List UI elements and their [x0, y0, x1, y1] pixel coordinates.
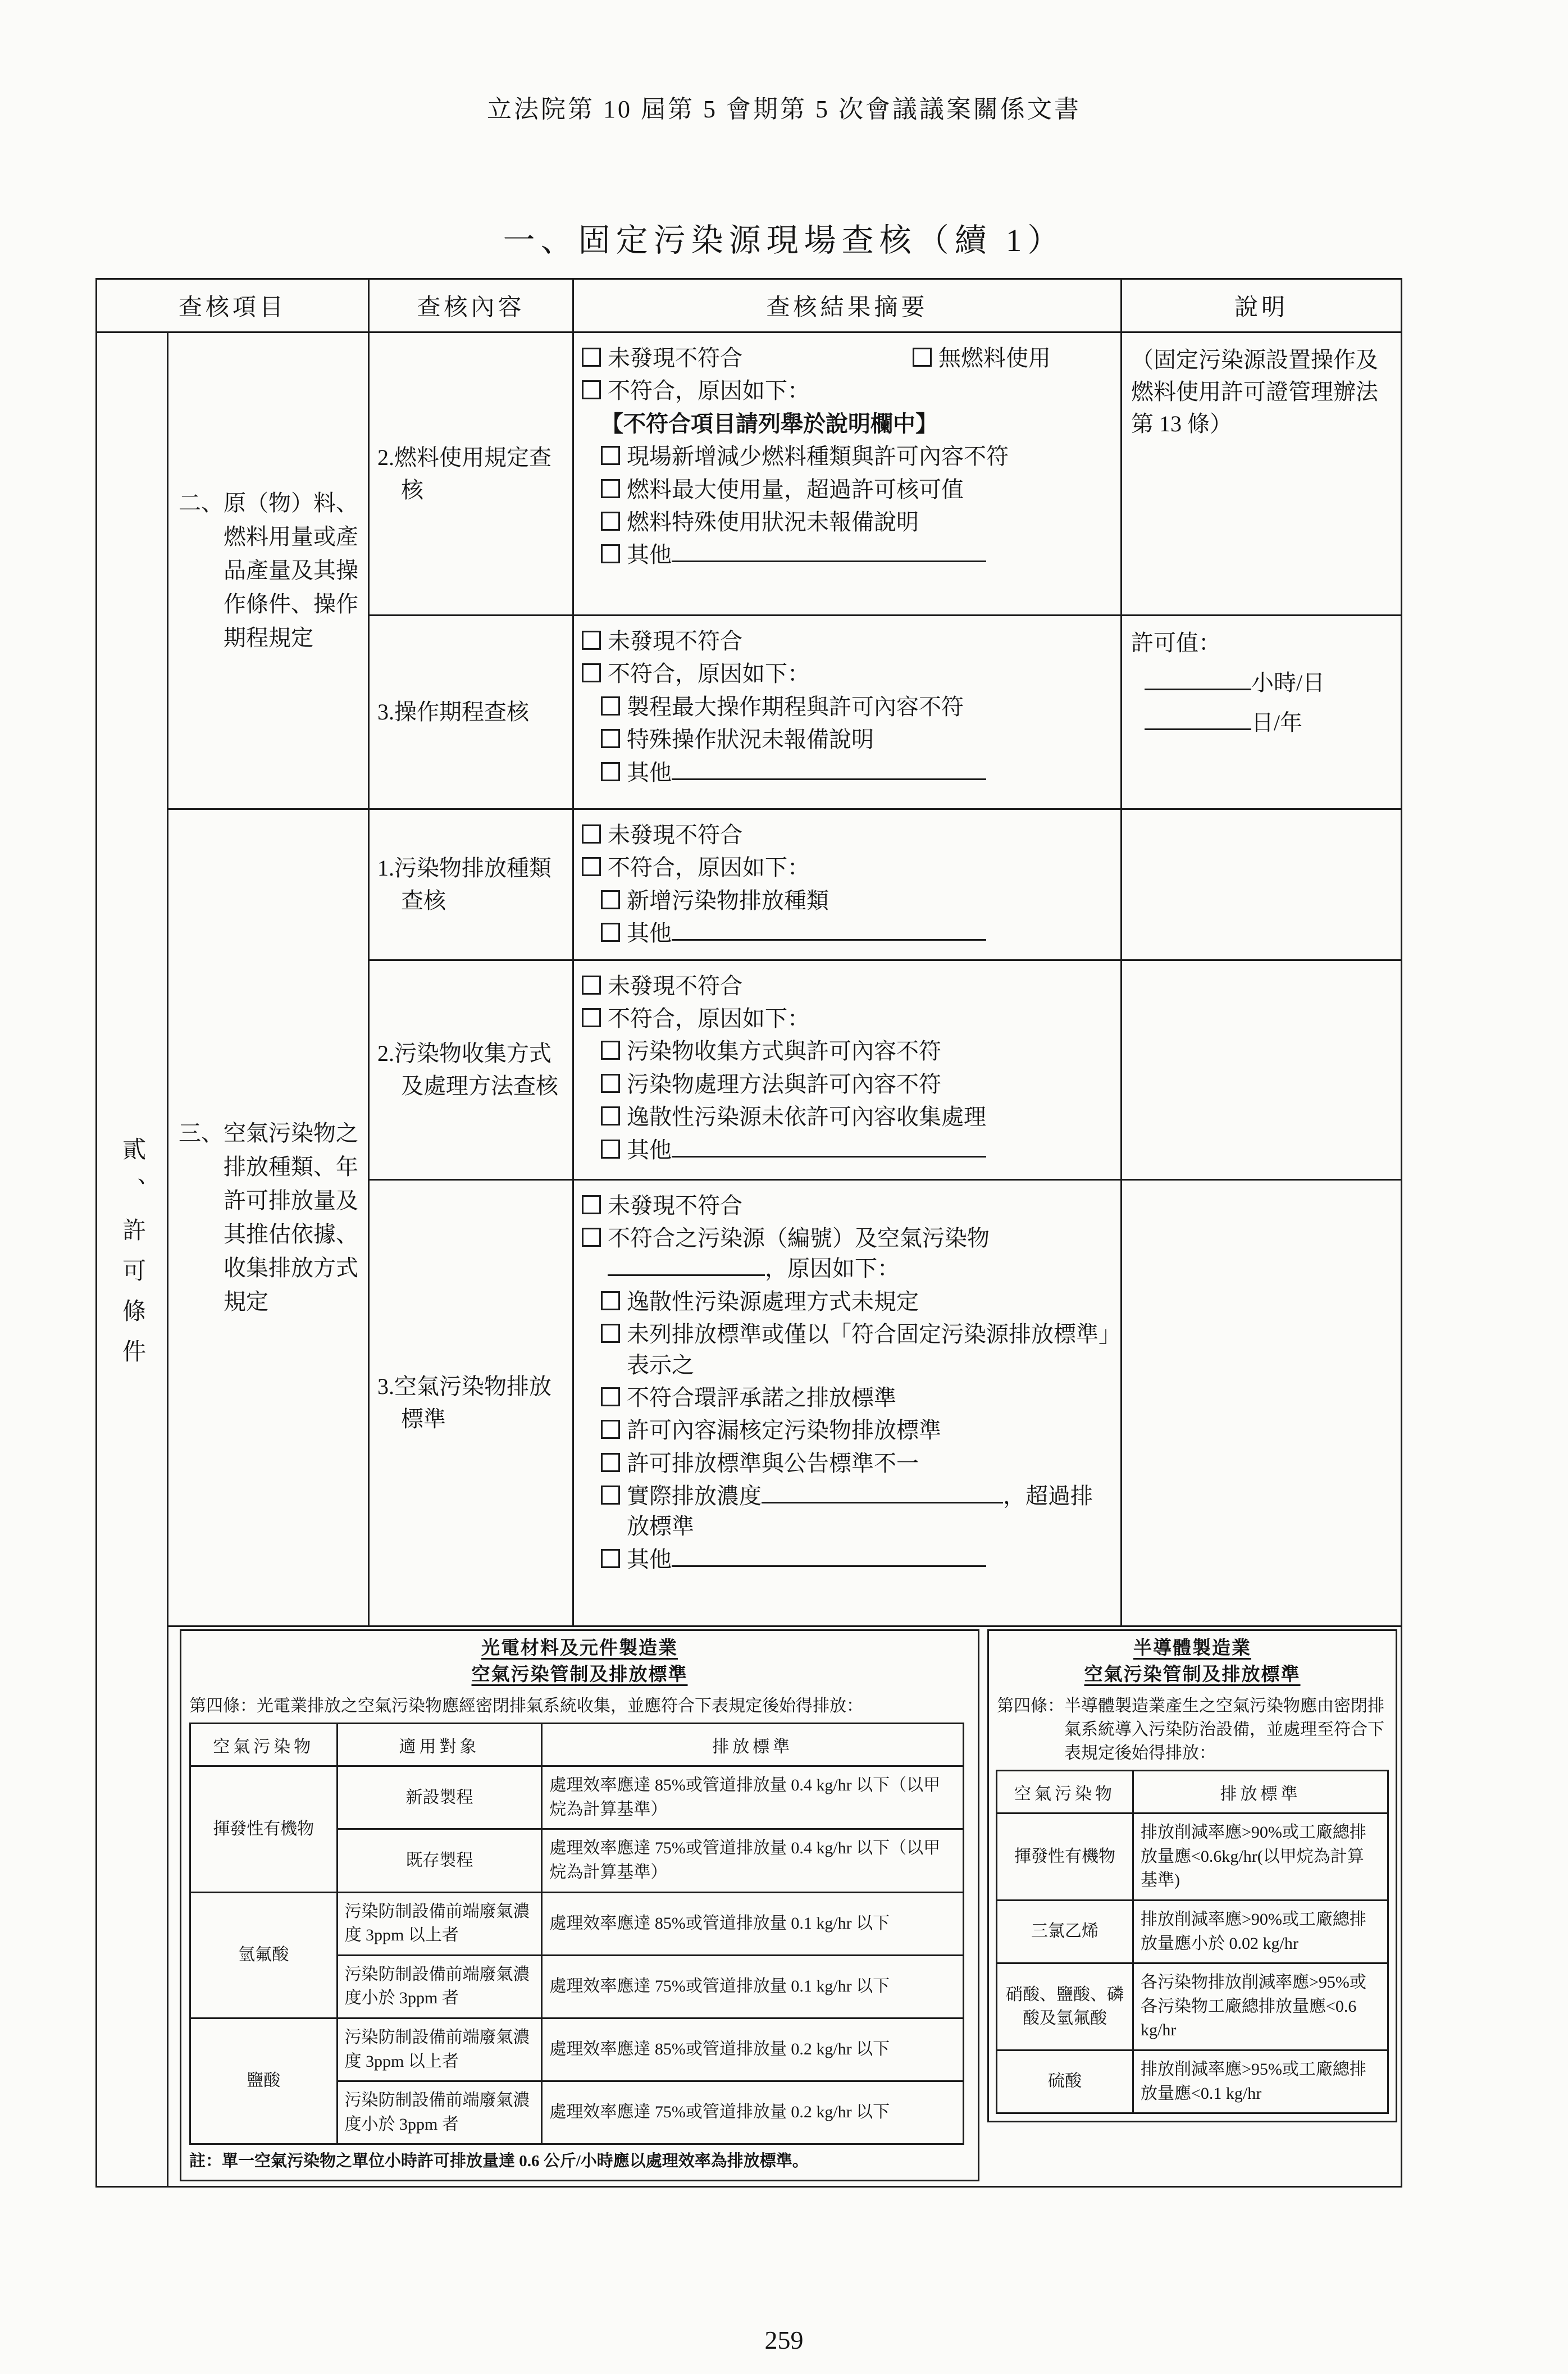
summary-note-line: 【不符合項目請列舉於說明欄中】 — [601, 411, 938, 436]
inspection-content-text: 2.燃料使用規定查核 — [377, 444, 552, 503]
blank-line — [608, 1255, 765, 1276]
summary-line — [601, 918, 1113, 949]
checkbox-icon[interactable] — [601, 762, 620, 781]
line-label: 現場新增減少燃料種類與許可內容不符 — [627, 444, 1009, 470]
note-cell-empty — [1122, 1179, 1402, 1626]
checkbox-icon[interactable] — [601, 890, 620, 909]
line-label: 未發現不符合 — [608, 973, 743, 999]
inspection-content-text: 2.污染物收集方式及處理方法查核 — [377, 1040, 559, 1099]
checkbox-icon[interactable] — [601, 446, 620, 465]
note-cell-fuel — [1122, 332, 1402, 616]
summary-cell-schedule — [573, 616, 1122, 809]
summary-cell-emission-types — [573, 809, 1122, 960]
summary-line — [601, 1102, 1113, 1132]
checkbox-icon[interactable] — [601, 512, 620, 531]
semi-subtitle: 空氣污染管制及排放標準 — [1084, 1665, 1301, 1685]
standard-cell: 排放削減率應>90%或工廠總排放量應小於 0.02 kg/hr — [1133, 1901, 1388, 1963]
pollutant-cell: 硝酸、鹽酸、磷酸及氫氟酸 — [997, 1963, 1133, 2051]
note-fill-line — [1145, 667, 1392, 699]
table-row — [97, 332, 1402, 616]
blank-line — [672, 1136, 986, 1158]
content-cell-fuel — [369, 332, 573, 616]
inspection-item-text: 二、原（物）料、燃料用量或產品產量及其操作條件、操作期程規定 — [179, 490, 358, 650]
line-label: 不符合，原因如下： — [608, 378, 810, 404]
line-label: 不符合環評承諾之排放標準 — [627, 1384, 897, 1410]
table-row — [97, 809, 1402, 960]
summary-line — [582, 820, 1113, 850]
summary-line — [601, 441, 1113, 472]
col-header-note: 說明 — [1122, 279, 1402, 332]
line-label: 其他 — [627, 542, 672, 568]
content-cell-emission-types — [369, 809, 573, 960]
summary-line — [601, 1135, 1113, 1165]
checkbox-icon[interactable] — [601, 1549, 620, 1568]
summary-line — [601, 724, 1113, 755]
inspection-item-text: 三、空氣污染物之排放種類、年許可排放量及其推估依據、收集排放方式規定 — [179, 1120, 358, 1314]
opto-subtitle: 空氣污染管制及排放標準 — [471, 1665, 688, 1685]
blank-line — [672, 759, 986, 780]
summary-cell-standards — [573, 1179, 1122, 1626]
checkbox-icon[interactable] — [601, 1140, 620, 1159]
checkbox-icon[interactable] — [582, 348, 601, 367]
table-row — [190, 1766, 964, 1829]
inspection-content-text: 1.污染物排放種類查核 — [377, 855, 552, 913]
standards-boxes — [180, 1629, 1397, 2181]
line-label: 不符合，原因如下： — [608, 661, 810, 687]
summary-cell-fuel — [573, 332, 1122, 616]
table-row — [97, 1626, 1402, 2186]
content-cell-standards — [369, 1179, 573, 1626]
summary-line — [601, 1036, 1113, 1067]
line-label: 其他 — [627, 759, 672, 785]
summary-line — [601, 692, 1113, 722]
checkbox-icon[interactable] — [601, 479, 620, 498]
industry-standards-section — [168, 1626, 1402, 2186]
checkbox-icon[interactable] — [601, 696, 620, 716]
table-row — [997, 1813, 1388, 1901]
line-label: 污染物收集方式與許可內容不符 — [627, 1038, 942, 1064]
checkbox-icon[interactable] — [601, 923, 620, 942]
line-label: 不符合，原因如下： — [608, 855, 810, 881]
checkbox-icon[interactable] — [601, 1453, 620, 1472]
standard-cell: 排放削減率應>95%或工廠總排放量應<0.1 kg/hr — [1133, 2051, 1388, 2113]
item-cell-materials — [168, 332, 369, 809]
standard-cell: 處理效率應達 85%或管道排放量 0.4 kg/hr 以下（以甲烷為計算基準） — [542, 1766, 964, 1829]
checkbox-icon[interactable] — [582, 631, 601, 650]
line-label: 未發現不符合 — [608, 345, 743, 371]
line-label: 許可排放標準與公告標準不一 — [627, 1450, 919, 1476]
checkbox-icon[interactable] — [601, 1291, 620, 1310]
checkbox-icon[interactable] — [582, 976, 601, 995]
line-label: 無燃料使用 — [938, 345, 1051, 371]
blank-line — [1145, 669, 1251, 690]
page-title: 一、固定污染源現場查核（續 1） — [503, 223, 1065, 258]
opto-title: 光電材料及元件製造業 — [481, 1638, 678, 1658]
inspection-content-text: 3.空氣污染物排放標準 — [377, 1373, 552, 1432]
line-label: 特殊操作狀況未報備說明 — [627, 727, 874, 753]
standard-cell: 排放削減率應>90%或工廠總排放量應<0.6kg/hr(以甲烷為計算基準) — [1133, 1813, 1388, 1901]
checkbox-icon[interactable] — [601, 1324, 620, 1343]
table-header-row — [997, 1771, 1388, 1813]
content-cell-schedule — [369, 616, 573, 809]
line-label: 實際排放濃度 — [627, 1483, 762, 1509]
checkbox-icon[interactable] — [601, 1106, 620, 1126]
col-header-item: 查核項目 — [97, 279, 369, 332]
note-cell-schedule — [1122, 616, 1402, 809]
note-cell-empty — [1122, 960, 1402, 1179]
table-row — [997, 2051, 1388, 2113]
summary-cell-collection — [573, 960, 1122, 1179]
col-header-content: 查核內容 — [369, 279, 573, 332]
checkbox-group — [582, 343, 742, 373]
line-label: 未發現不符合 — [608, 1192, 743, 1218]
opto-col-pollutant: 空氣污染物 — [190, 1724, 338, 1766]
pollutant-cell: 三氯乙烯 — [997, 1901, 1133, 1963]
standard-cell: 處理效率應達 75%或管道排放量 0.4 kg/hr 以下（以甲烷為計算基準） — [542, 1829, 964, 1892]
summary-line — [601, 475, 1113, 505]
table-row — [997, 1901, 1388, 1963]
standard-cell: 處理效率應達 75%或管道排放量 0.2 kg/hr 以下 — [542, 2081, 964, 2144]
semi-col-pollutant: 空氣污染物 — [997, 1771, 1133, 1813]
semi-col-standard: 排放標準 — [1133, 1771, 1388, 1813]
opto-intro: 第四條：光電業排放之空氣污染物應經密閉排氣系統收集，並應符合下表規定後始得排放： — [189, 1697, 863, 1716]
opto-col-standard: 排放標準 — [542, 1724, 964, 1766]
note-cell-empty — [1122, 809, 1402, 960]
target-cell: 既存製程 — [337, 1829, 542, 1892]
semi-title: 半導體製造業 — [1133, 1638, 1251, 1658]
semi-table — [996, 1770, 1389, 2114]
summary-line — [601, 1383, 1113, 1413]
line-label: 其他 — [627, 1137, 672, 1163]
target-cell: 污染防制設備前端廢氣濃度 3ppm 以上者 — [337, 1892, 542, 1955]
line-label: 污染物處理方法與許可內容不符 — [627, 1071, 942, 1097]
standard-cell: 處理效率應達 75%或管道排放量 0.1 kg/hr 以下 — [542, 1955, 964, 2018]
line-label: 未發現不符合 — [608, 822, 743, 847]
note-label: 許可值： — [1131, 630, 1221, 655]
line-label: 逸散性污染源處理方式未規定 — [627, 1288, 919, 1314]
summary-line — [601, 1319, 1113, 1380]
pollutant-cell: 氫氟酸 — [190, 1892, 338, 2018]
pollutant-cell: 揮發性有機物 — [997, 1813, 1133, 1901]
summary-line — [582, 1004, 1113, 1034]
standard-cell: 處理效率應達 85%或管道排放量 0.1 kg/hr 以下 — [542, 1892, 964, 1955]
line-label: 不符合，原因如下： — [608, 1005, 810, 1031]
checkbox-icon[interactable] — [601, 729, 620, 748]
summary-line — [582, 376, 1113, 406]
blank-line — [762, 1482, 1003, 1503]
semi-standards-box — [987, 1629, 1397, 2123]
line-label: 許可內容漏核定污染物排放標準 — [627, 1418, 942, 1443]
summary-line — [582, 343, 1113, 373]
pollutant-cell: 硫酸 — [997, 2051, 1133, 2113]
table-header-row — [190, 1724, 964, 1766]
line-label: 其他 — [627, 921, 672, 946]
standard-cell: 處理效率應達 85%或管道排放量 0.2 kg/hr 以下 — [542, 2018, 964, 2081]
checkbox-icon[interactable] — [582, 857, 601, 876]
section-label: 貳、許可條件 — [119, 1136, 145, 1379]
checkbox-group — [913, 343, 1051, 373]
line-label: 未發現不符合 — [608, 628, 743, 654]
blank-line — [672, 919, 986, 941]
summary-line — [601, 1448, 1113, 1479]
line-label: 逸散性污染源未依許可內容收集處理 — [627, 1104, 987, 1130]
summary-line — [601, 758, 1113, 788]
doc-header: 立法院第 10 屆第 5 會期第 5 次會議議案關係文書 — [487, 95, 1081, 123]
line-label: ，超過排放標準 — [627, 1483, 1093, 1539]
summary-line — [582, 659, 1113, 689]
line-label: 未列排放標準或僅以「符合固定污染源排放標準」表示之 — [627, 1322, 1110, 1378]
summary-line — [601, 540, 1113, 570]
checkbox-icon[interactable] — [582, 824, 601, 844]
line-label: 新增污染物排放種類 — [627, 887, 829, 913]
opto-col-target: 適用對象 — [337, 1724, 542, 1766]
line-label: 燃料最大使用量，超過許可核可值 — [627, 476, 964, 502]
line-label: 燃料特殊使用狀況未報備說明 — [627, 509, 919, 535]
unit-label: 小時/日 — [1251, 669, 1325, 695]
checkbox-icon[interactable] — [601, 1420, 620, 1439]
pollutant-cell: 揮發性有機物 — [190, 1766, 338, 1892]
target-cell: 污染防制設備前端廢氣濃度小於 3ppm 者 — [337, 2081, 542, 2144]
summary-line — [582, 1223, 1113, 1284]
summary-line — [582, 1191, 1113, 1221]
blank-line — [672, 1546, 986, 1567]
checkbox-icon[interactable] — [582, 380, 601, 399]
inspection-content-text: 3.操作期程查核 — [377, 699, 530, 724]
line-label: 不符合之污染源（編號）及空氣污染物 — [608, 1225, 990, 1251]
checkbox-icon[interactable] — [582, 1228, 601, 1247]
blank-line — [672, 541, 986, 562]
summary-line — [601, 1069, 1113, 1100]
unit-label: 日/年 — [1251, 709, 1303, 735]
target-cell: 污染防制設備前端廢氣濃度 3ppm 以上者 — [337, 2018, 542, 2081]
summary-line — [601, 1481, 1113, 1542]
target-cell: 污染防制設備前端廢氣濃度小於 3ppm 者 — [337, 1955, 542, 2018]
table-row — [190, 1892, 964, 1955]
checkbox-icon[interactable] — [601, 1074, 620, 1093]
opto-note: 註：單一空氣污染物之單位小時許可排放量達 0.6 公斤/小時應以處理效率為排放標準。 — [189, 2152, 809, 2171]
checkbox-icon[interactable] — [601, 544, 620, 563]
summary-line — [582, 971, 1113, 1001]
pollutant-cell: 鹽酸 — [190, 2018, 338, 2144]
summary-line — [582, 853, 1113, 883]
checkbox-icon[interactable] — [601, 1486, 620, 1505]
checkbox-icon[interactable] — [601, 1387, 620, 1406]
item-cell-air-pollutants — [168, 809, 369, 1626]
note-text: （固定污染源設置操作及燃料使用許可證管理辦法第 13 條） — [1131, 347, 1379, 436]
summary-line — [601, 1287, 1113, 1317]
summary-line — [601, 1415, 1113, 1446]
checkbox-icon[interactable] — [601, 1041, 620, 1060]
line-label: 製程最大操作期程與許可內容不符 — [627, 694, 964, 719]
summary-line — [601, 507, 1113, 537]
line-label: ，原因如下： — [765, 1256, 900, 1282]
checkbox-icon[interactable] — [582, 1008, 601, 1027]
inspection-table — [95, 278, 1402, 2188]
line-label: 其他 — [627, 1546, 672, 1572]
summary-line — [601, 1544, 1113, 1575]
page-number: 259 — [764, 2326, 804, 2354]
content-cell-collection — [369, 960, 573, 1179]
col-header-summary: 查核結果摘要 — [573, 279, 1122, 332]
checkbox-icon[interactable] — [582, 1195, 601, 1214]
opto-table — [189, 1723, 964, 2145]
summary-line — [601, 886, 1113, 916]
standard-cell: 各污染物排放削減率應>95%或各污染物工廠總排放量應<0.6 kg/hr — [1133, 1963, 1388, 2051]
target-cell: 新設製程 — [337, 1766, 542, 1829]
table-row — [997, 1963, 1388, 2051]
table-row — [190, 2018, 964, 2081]
section-side-cell — [97, 332, 168, 2187]
opto-standards-box — [180, 1629, 979, 2181]
semi-intro: 第四條：半導體製造業產生之空氣污染物應由密閉排氣系統導入污染防治設備，並處理至符合下表規定後始得排放： — [997, 1697, 1384, 1763]
checkbox-icon[interactable] — [582, 663, 601, 682]
table-header-row — [97, 279, 1402, 332]
summary-line — [582, 626, 1113, 657]
note-fill-line — [1145, 707, 1392, 739]
blank-line — [1145, 709, 1251, 730]
checkbox-icon[interactable] — [913, 348, 932, 367]
